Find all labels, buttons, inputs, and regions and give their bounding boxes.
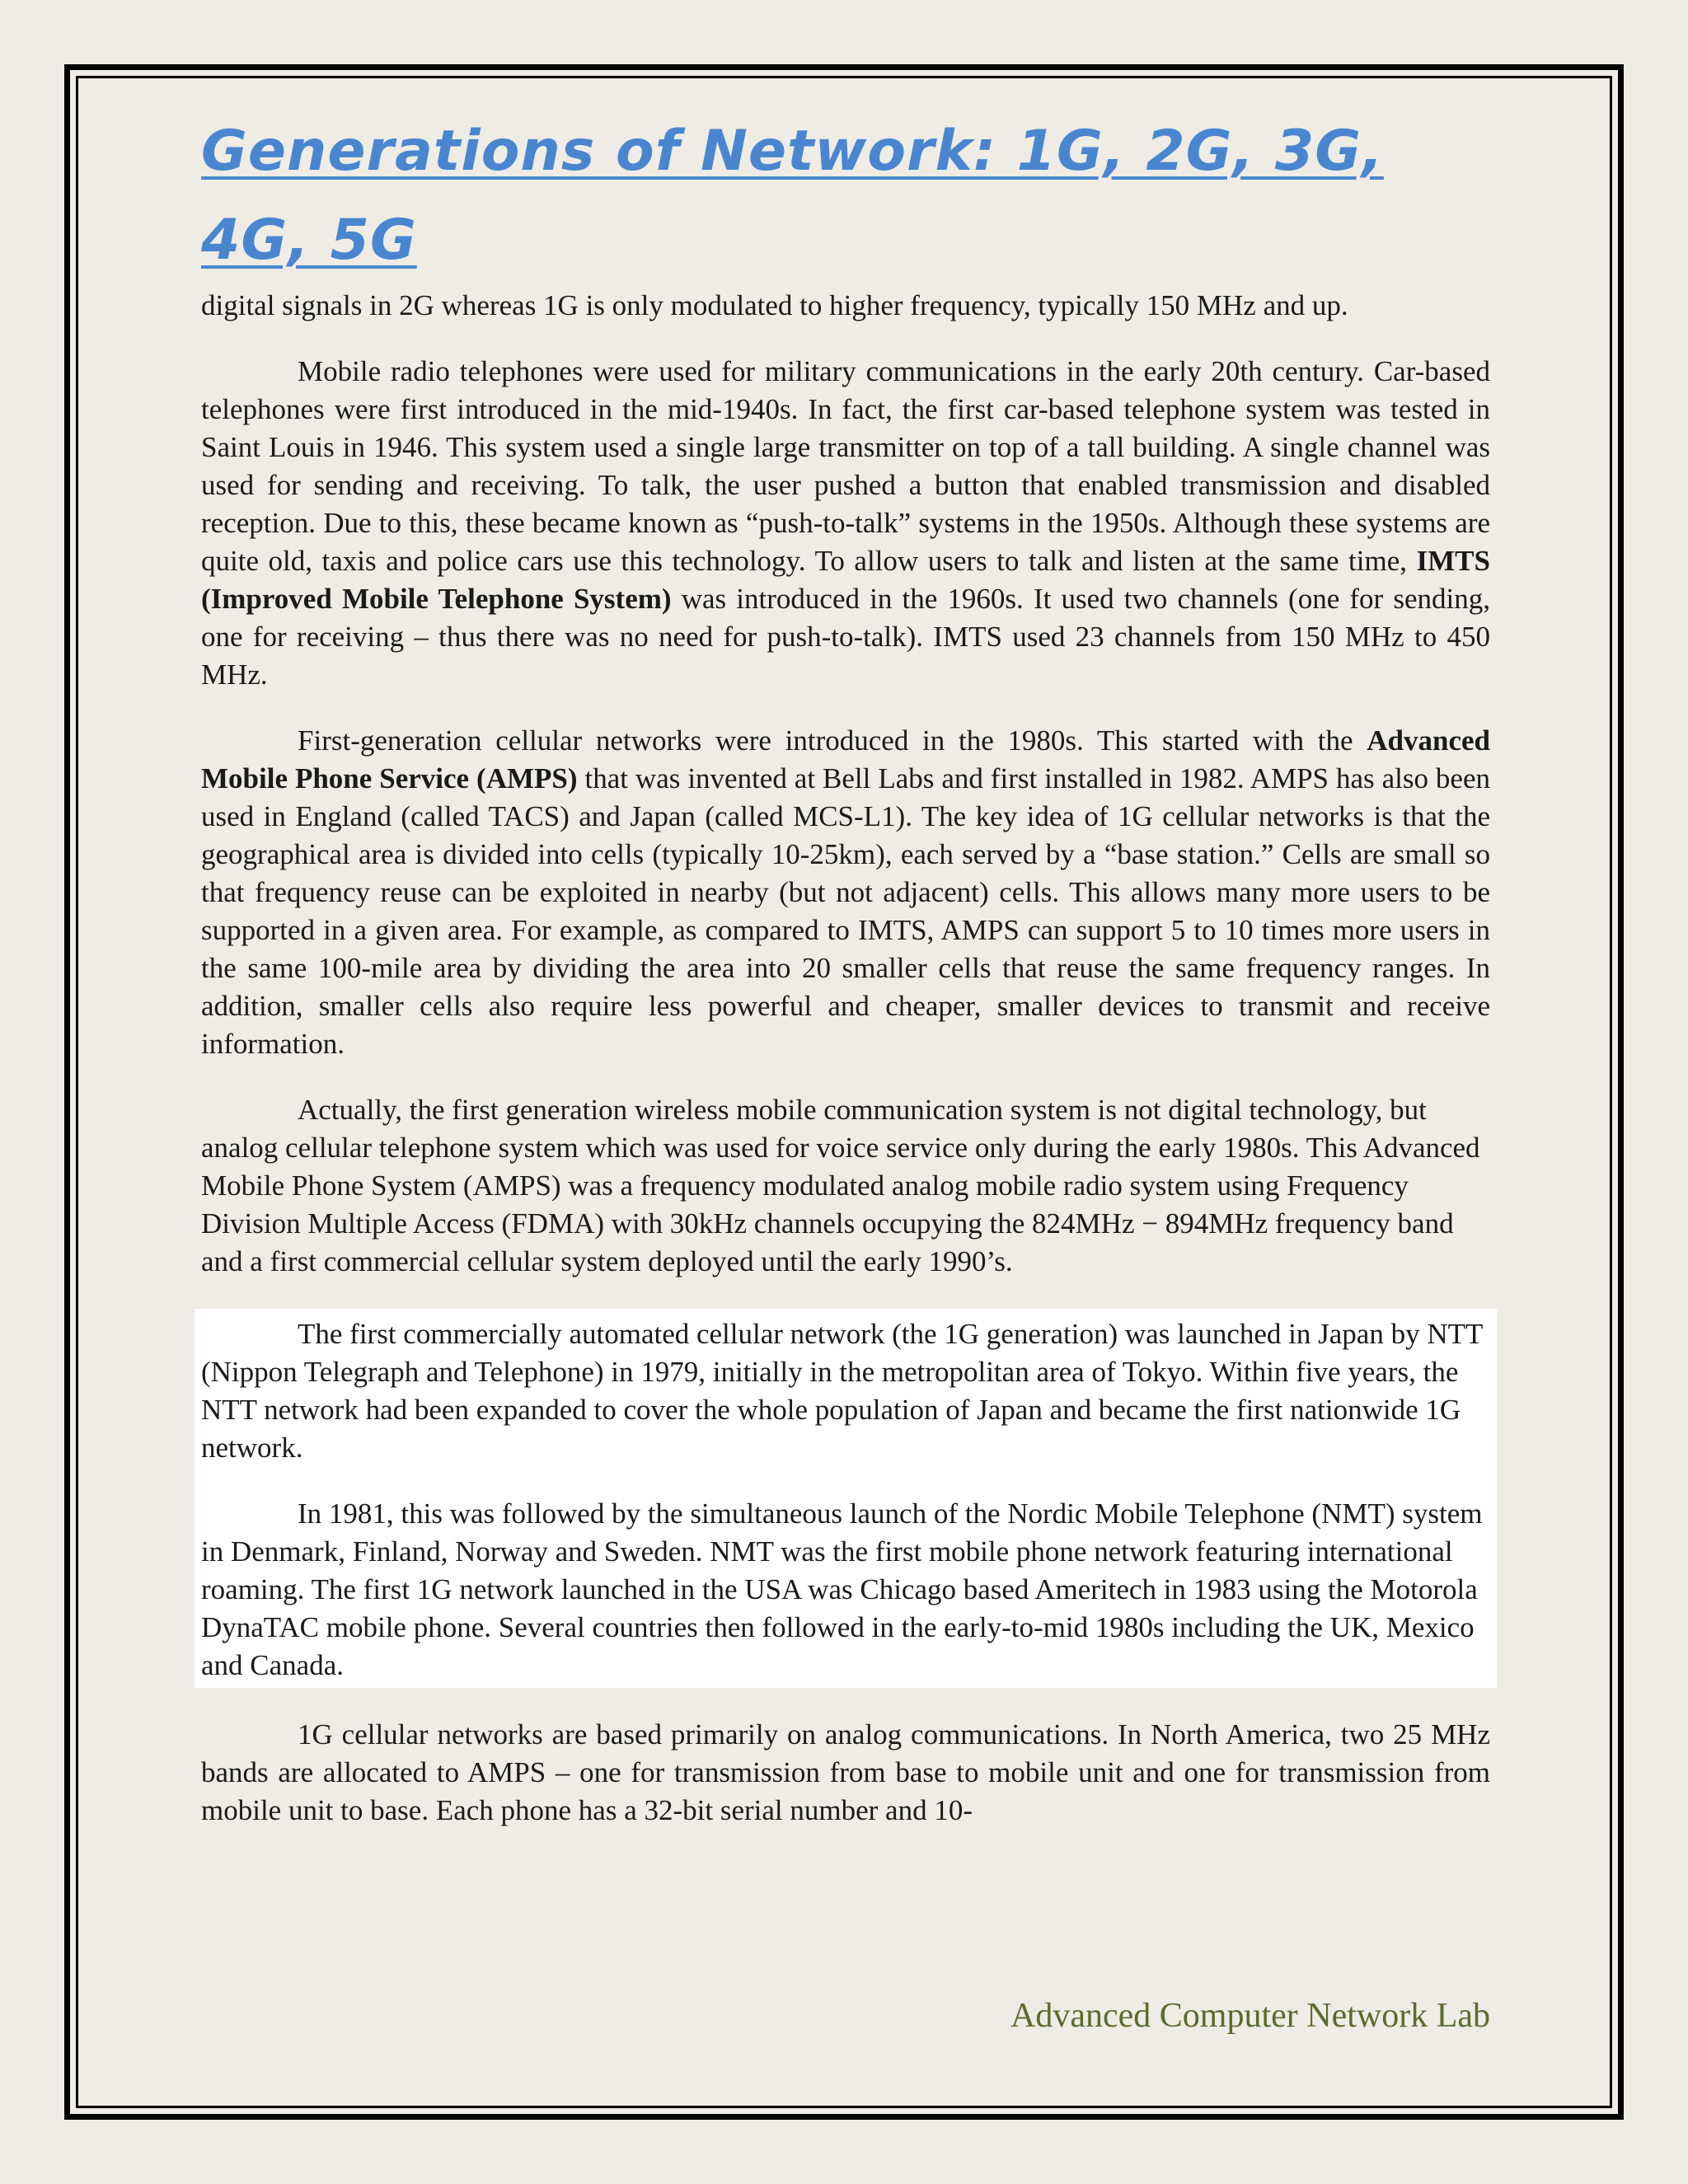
paragraph-continuation: digital signals in 2G whereas 1G is only modulated to higher frequency, typically 150 MHz and up. [201,289,1348,321]
paragraph-text: Mobile radio telephones were used for military communications in the early 20th century. Car-based telephones were first introduced in the mid-1940s. In fact, the first car-based telephone system was tested in Saint Louis in 1946. This system used a single large transmitter on top of a tall building. A single channel was used for sending and receiving. To talk, the user pushed a button that enabled transmission and disabled reception. Due to this, these became known as “push-to-talk” systems in the 1950s. Although these systems are quite old, taxis and police cars use this technology. To allow users to talk and listen at the same time, [201,355,1490,577]
paragraph-ntt-japan: The first commercially automated cellular network (the 1G generation) was launched in Japan by NTT (Nippon Telegraph and Telephone) in 1979, initially in the metropolitan area of Tokyo. Within five years, the NTT network had been expanded to cover the whole population of Japan and became the first nationwide 1G network. [201,1318,1483,1464]
paragraph-text: First-generation cellular networks were introduced in the 1980s. This started with the [298,724,1367,757]
paragraph-nmt-nordic: In 1981, this was followed by the simultaneous launch of the Nordic Mobile Telephone (NMT) system in Denmark, Finland, Norway and Sweden. NMT was the first mobile phone network featuring international roaming. The first 1G network launched in the USA was Chicago based Ameritech in 1983 using the Motorola DynaTAC mobile phone. Several countries then followed in the early-to-mid 1980s including the UK, Mexico and Canada. [201,1497,1483,1681]
paragraph-text: was introduced in the 1960s. It used two channels (one for sending, one for receiving – thus there was no need for push-to-talk). IMTS used 23 channels from 150 MHz to 450 MHz. [201,583,1490,691]
highlighted-section [195,1309,1497,1688]
document-title: Generations of Network: 1G, 2G, 3G, 4G, 5G [201,119,1384,273]
paragraph-first-generation [201,722,1490,1063]
paragraph-analog-communications: 1G cellular networks are based primarily on analog communications. In North America, two 25 MHz bands are allocated to AMPS – one for transmission from base to mobile unit and one for transmission from mobile unit to base. Each phone has a 32-bit serial number and 10- [201,1718,1490,1826]
amps-term: Advanced Mobile Phone Service (AMPS) [201,724,1490,794]
paragraph-mobile-radio [201,353,1490,694]
imts-term: IMTS (Improved Mobile Telephone System) [201,545,1490,615]
paragraph-analog-system: Actually, the first generation wireless mobile communication system is not digital technology, but analog cellular telephone system which was used for voice service only during the early 1980s. This Advanced Mobile Phone System (AMPS) was a frequency modulated analog mobile radio system using Frequency Division Multiple Access (FDMA) with 30kHz channels occupying the 824MHz − 894MHz frequency band and a first commercial cellular system deployed until the early 1990’s. [201,1094,1480,1277]
page-footer: Advanced Computer Network Lab [1010,1997,1490,2035]
document-body [201,107,1490,1858]
paragraph-text: that was invented at Bell Labs and first installed in 1982. AMPS has also been used in England (called TACS) and Japan (called MCS-L1). The key idea of 1G cellular networks is that the geographical area is divided into cells (typically 10-25km), each served by a “base station.” Cells are small so that frequency reuse can be exploited in nearby (but not adjacent) cells. This allows many more users to be supported in a given area. For example, as compared to IMTS, AMPS can support 5 to 10 times more users in the same 100-mile area by dividing the area into 20 smaller cells that reuse the same frequency ranges. In addition, smaller cells also require less powerful and cheaper, smaller devices to transmit and receive information. [201,762,1490,1060]
